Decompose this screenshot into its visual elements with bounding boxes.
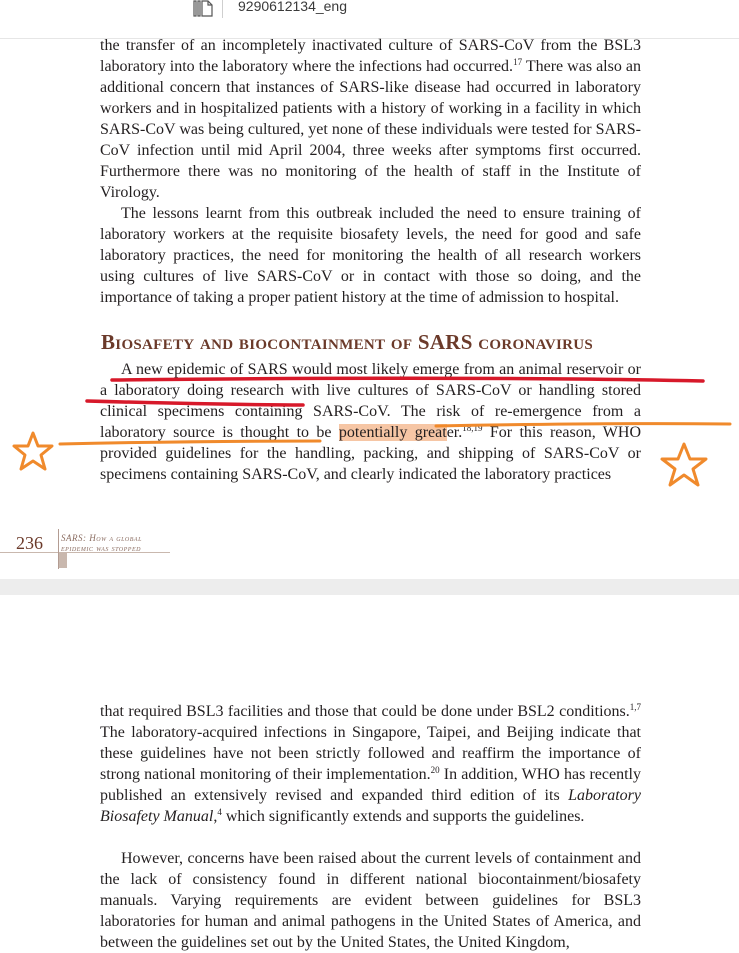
highlighted-text[interactable]: potentially great (338, 424, 447, 441)
footer-marker (59, 552, 67, 568)
document-title: 9290612134_eng (238, 0, 348, 14)
running-footer-title: SARS: How a global epidemic was stopped (61, 533, 142, 553)
paragraph-bsl3-facilities: that required BSL3 facilities and those that could be done under BSL2 conditions.$^{1,7}$ The laboratory-acquired infections in Singapore, Taipei, and Beijing indicate that these guidelines have not been strictly followed and reaffirm the importance of strong national monitoring of their implementation.$^{20}$ In addition, WHO has recently published an extensively revised and expanded third edition of its Laboratory Biosafety Manual,$^4$ which significantly extends and supports the guidelines. (100, 702, 642, 825)
page-gap (0, 579, 739, 595)
paragraph-lessons: The lessons learnt from this outbreak included the need to ensure training of laboratory workers at the requisite biosafety levels, the need for good and safe laboratory practices, the need for monitoring the health of all research workers using cultures of live SARS-CoV or in contact with those so doing, and the importance of taking a proper patient history at the time of admission to hospital. (100, 205, 641, 306)
page-number: 236 (16, 533, 43, 553)
toolbar-divider (222, 0, 223, 18)
paragraph-transfer: the transfer of an incompletely inactivated culture of SARS-CoV from the BSL3 laboratory into the laboratory where the infections had occurred.$^{17}$ There was also an additional concern that instances of SARS-like disease had occurred in laboratory workers and in hospitalized patients with a history of working in a facility in which SARS-CoV was being cultured, yet none of these individuals were tested for SARS-CoV infection until mid April 2004, three weeks after symptoms first occurred. Furthermore there was no monitoring of the health of staff in the Institute of Virology. (100, 37, 641, 201)
paragraph-new-epidemic: A new epidemic of SARS would most likely emerge from an animal reservoir or a laboratory doing research with live cultures of SARS-CoV or handling stored clinical specimens containing SARS-CoV. The risk of re-emergence from a laboratory source is thought to be potentially greater.$^{18,19}$ For this reason, WHO provided guidelines for the handling, packing, and shipping of SARS-CoV or specimens containing SARS-CoV, and clearly indicated the laboratory practices (100, 361, 642, 483)
star-outline-icon[interactable] (14, 433, 52, 469)
section-heading: Biosafety and biocontainment of SARS coronavirus (101, 330, 594, 354)
document-page-236 (0, 39, 739, 579)
document-toolbar (0, 0, 739, 39)
star-outline-icon[interactable] (662, 444, 706, 485)
document-pages-icon[interactable] (193, 0, 213, 18)
paragraph-concerns: However, concerns have been raised about the current levels of containment and the lack of consistency found in different national biocontainment/biosafety manuals. Varying requirements are evident between guidelines for BSL3 laboratories for human and animal pathogens in the United States of America, and between the guidelines set out by the United States, the United Kingdom, (100, 850, 641, 951)
document-page-237 (0, 595, 739, 951)
